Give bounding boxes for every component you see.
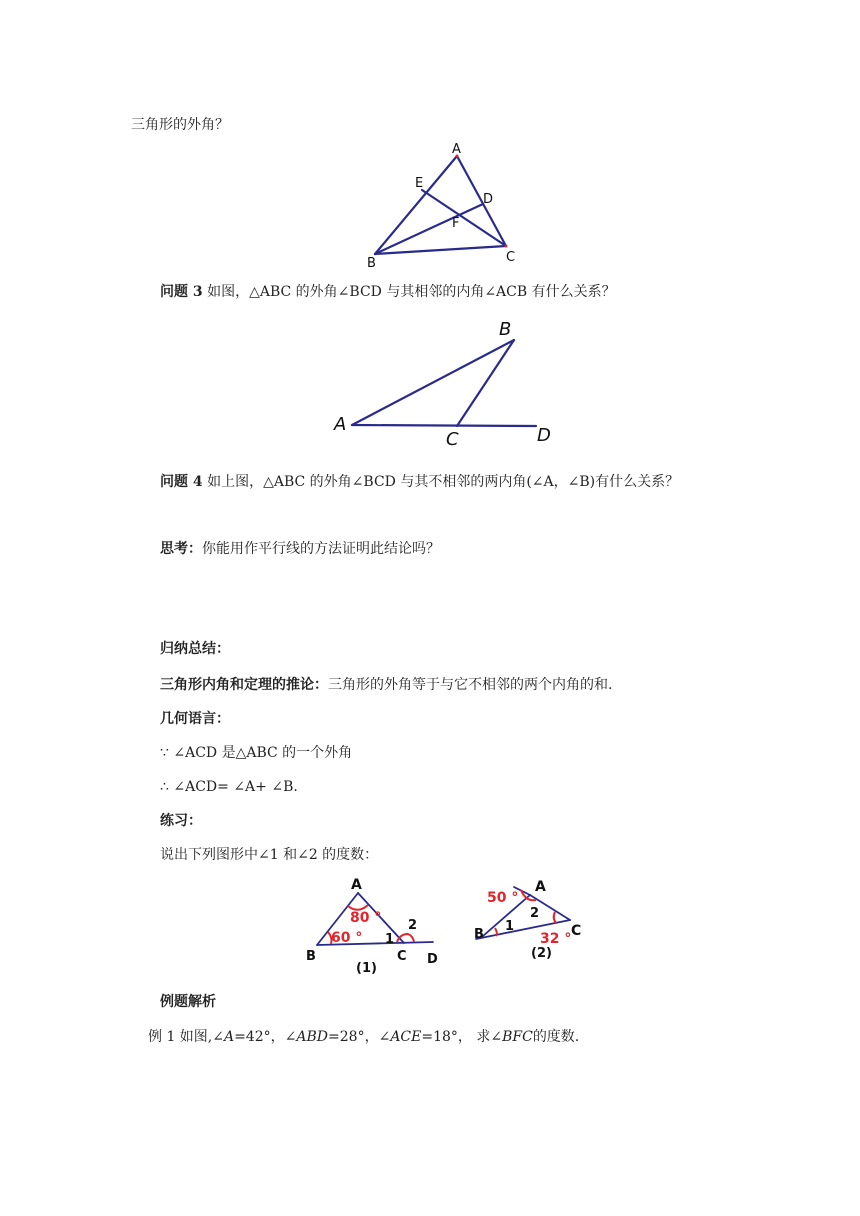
segment-ab bbox=[352, 340, 514, 425]
angle-b-value: 60 ° bbox=[331, 930, 363, 946]
label-b: B bbox=[367, 256, 376, 270]
therefore-line: ∴ ∠ACD= ∠A+ ∠B. bbox=[160, 779, 298, 795]
example-var-bfc: BFC bbox=[502, 1029, 533, 1045]
label-a: A bbox=[351, 877, 362, 893]
question-3 bbox=[160, 283, 616, 301]
theorem-label: 三角形内角和定理的推论： bbox=[160, 677, 328, 693]
label-d: D bbox=[427, 952, 438, 967]
example-var-a: A bbox=[224, 1029, 235, 1045]
label-d: D bbox=[483, 192, 494, 207]
label-c-2: C bbox=[571, 923, 582, 939]
question-3-label: 问题 3 bbox=[160, 284, 203, 300]
example-prefix: 例 1 如图,∠ bbox=[148, 1029, 224, 1045]
label-c: C bbox=[506, 250, 516, 265]
segment-ce bbox=[422, 190, 506, 246]
example-var-abd: ABD bbox=[296, 1029, 329, 1045]
example-eq3: =18°， 求∠ bbox=[421, 1029, 503, 1045]
label-c: C bbox=[397, 949, 407, 964]
angle-c-arc bbox=[554, 912, 556, 923]
think-label: 思考： bbox=[160, 541, 202, 557]
think-text: 你能用作平行线的方法证明此结论吗？ bbox=[202, 541, 440, 557]
label-b: B bbox=[499, 319, 512, 340]
angle-exterior-arc bbox=[397, 934, 414, 942]
question-4-label: 问题 4 bbox=[160, 474, 203, 490]
theorem-line bbox=[160, 676, 612, 694]
label-1: 1 bbox=[385, 932, 395, 947]
practice-prompt: 说出下列图形中∠1 和∠2 的度数： bbox=[160, 847, 379, 863]
figure-practice-triangles bbox=[300, 872, 600, 980]
because-line: ∵ ∠ACD 是△ABC 的一个外角 bbox=[160, 745, 353, 761]
question-4 bbox=[160, 473, 679, 491]
label-a: A bbox=[452, 142, 461, 157]
caption-2: (2) bbox=[531, 946, 552, 961]
label-1-2: 1 bbox=[505, 919, 515, 934]
example-1 bbox=[148, 1028, 579, 1046]
geometry-language-heading: 几何语言： bbox=[160, 711, 230, 727]
label-b: B bbox=[306, 949, 316, 964]
theorem-text: 三角形的外角等于与它不相邻的两个内角的和. bbox=[328, 677, 613, 693]
segment-ad bbox=[352, 425, 536, 426]
segment-be bbox=[375, 204, 483, 254]
question-3-text: 如图，△ABC 的外角∠BCD 与其相邻的内角∠ACB 有什么关系？ bbox=[202, 284, 616, 300]
figure-triangle-cevians bbox=[355, 140, 535, 270]
caption-1: (1) bbox=[356, 961, 377, 976]
intro-line: 三角形的外角？ bbox=[131, 117, 229, 133]
angle-a-value: 80 ° bbox=[350, 910, 382, 926]
example-eq2: =28°，∠ bbox=[328, 1029, 391, 1045]
example-heading: 例题解析 bbox=[160, 994, 216, 1010]
example-suffix: 的度数. bbox=[532, 1029, 580, 1045]
label-b-2: B bbox=[474, 927, 484, 942]
practice-heading: 练习： bbox=[160, 813, 202, 829]
segment-bc bbox=[375, 246, 506, 254]
angle-a-value-2: 50 ° bbox=[487, 890, 519, 906]
question-4-text: 如上图，△ABC 的外角∠BCD 与其不相邻的两内角(∠A，∠B)有什么关系？ bbox=[202, 474, 680, 490]
example-eq1: =42°，∠ bbox=[234, 1029, 297, 1045]
label-a: A bbox=[334, 414, 347, 435]
angle-c-value: 32 ° bbox=[540, 931, 572, 947]
segment-bc bbox=[457, 340, 514, 426]
label-c: C bbox=[446, 429, 459, 450]
label-e: E bbox=[415, 176, 424, 191]
label-2: 2 bbox=[408, 918, 418, 933]
label-f: F bbox=[452, 216, 460, 231]
label-2-2: 2 bbox=[530, 906, 540, 921]
summary-heading: 归纳总结： bbox=[160, 641, 230, 657]
think-line bbox=[160, 540, 440, 558]
label-a-2: A bbox=[535, 879, 546, 895]
example-var-ace: ACE bbox=[390, 1029, 422, 1045]
label-d: D bbox=[537, 425, 551, 446]
segment-ac bbox=[457, 156, 506, 246]
figure-exterior-angle bbox=[330, 315, 570, 450]
